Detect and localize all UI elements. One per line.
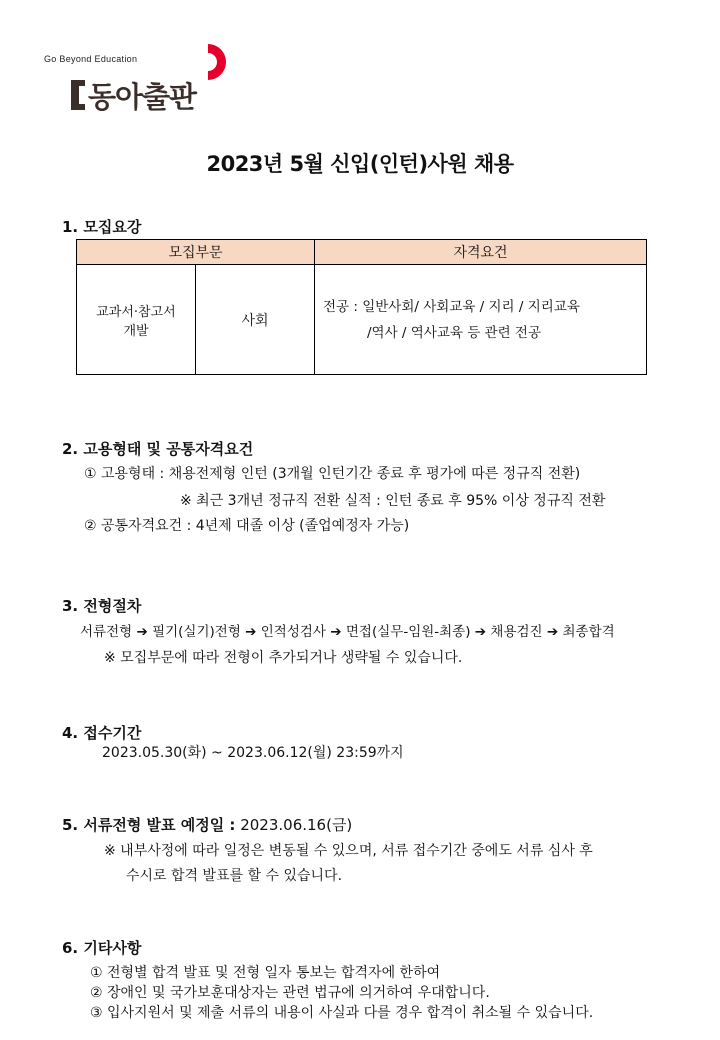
process-note: ※ 모집부문에 따라 전형이 추가되거나 생략될 수 있습니다. xyxy=(104,650,463,666)
logo-bracket-bottom xyxy=(71,104,85,110)
step-6: 최종합격 xyxy=(562,624,615,640)
announcement-note-2: 수시로 합격 발표를 할 수 있습니다. xyxy=(126,868,343,884)
arrow-icon: ➔ xyxy=(245,624,257,640)
logo-bracket-top xyxy=(71,80,85,86)
conversion-note-line: ※ 최근 3개년 정규직 전환 실적 : 인턴 종료 후 95% 이상 정규직 전환 xyxy=(180,493,606,509)
page-title: 2023년 5월 신입(인턴)사원 채용 xyxy=(206,152,514,176)
announcement-date: 2023.06.16(금) xyxy=(235,816,353,834)
section-misc-title: 6. 기타사항 xyxy=(62,939,142,957)
qualification-cell xyxy=(315,265,647,375)
dept-line1: 교과서·참고서 xyxy=(96,304,176,320)
dept-line2: 개발 xyxy=(123,323,149,339)
arrow-icon: ➔ xyxy=(330,624,342,640)
application-period: 2023.05.30(화) ~ 2023.06.12(월) 23:59까지 xyxy=(102,745,404,761)
arrow-icon: ➔ xyxy=(136,624,148,640)
company-logo xyxy=(44,44,244,116)
step-3: 인적성검사 xyxy=(260,624,326,640)
section-employment-title: 2. 고용형태 및 공통자격요건 xyxy=(62,440,254,458)
table-header-qual: 자격요건 xyxy=(315,240,647,265)
recruitment-table xyxy=(76,239,647,375)
logo-d-icon xyxy=(204,44,240,84)
arrow-icon: ➔ xyxy=(546,624,559,640)
subject-cell: 사회 xyxy=(196,265,315,375)
misc-line-2: ② 장애인 및 국가보훈대상자는 관련 법규에 의거하여 우대합니다. xyxy=(90,985,490,1001)
logo-name: 동아출판 xyxy=(88,80,197,114)
employment-type-line: ① 고용형태 : 채용전제형 인턴 (3개월 인턴기간 종료 후 평가에 따른 정규직 전환) xyxy=(84,466,581,482)
arrow-icon: ➔ xyxy=(474,624,487,640)
misc-line-3: ③ 입사지원서 및 제출 서류의 내용이 사실과 다를 경우 합격이 취소될 수 있습니다. xyxy=(90,1005,594,1021)
section-announcement-title: 5. 서류전형 발표 예정일 : xyxy=(62,816,236,834)
logo-tagline: Go Beyond Education xyxy=(44,54,138,64)
step-5: 채용검진 xyxy=(490,624,543,640)
section-recruitment-title: 1. 모집요강 xyxy=(62,218,142,236)
step-4: 면접(실무-임원-최종) xyxy=(345,624,471,640)
table-row xyxy=(77,265,647,375)
dept-cell xyxy=(77,265,196,375)
step-2: 필기(실기)전형 xyxy=(152,624,241,640)
process-steps xyxy=(80,620,615,640)
announcement-line xyxy=(62,814,352,835)
step-1: 서류전형 xyxy=(80,624,133,640)
section-process-title: 3. 전형절차 xyxy=(62,597,142,615)
qual-line2: /역사 / 역사교육 등 관련 전공 xyxy=(367,324,542,341)
announcement-note-1: ※ 내부사정에 따라 일정은 변동될 수 있으며, 서류 접수기간 중에도 서류 심사 후 xyxy=(104,843,593,859)
common-qual-line: ② 공통자격요건 : 4년제 대졸 이상 (졸업예정자 가능) xyxy=(84,518,410,534)
section-period-title: 4. 접수기간 xyxy=(62,724,142,742)
table-header-dept: 모집부문 xyxy=(77,240,315,265)
qual-line1: 전공 : 일반사회/ 사회교육 / 지리 / 지리교육 xyxy=(323,298,580,315)
misc-line-1: ① 전형별 합격 발표 및 전형 일자 통보는 합격자에 한하여 xyxy=(90,965,441,981)
